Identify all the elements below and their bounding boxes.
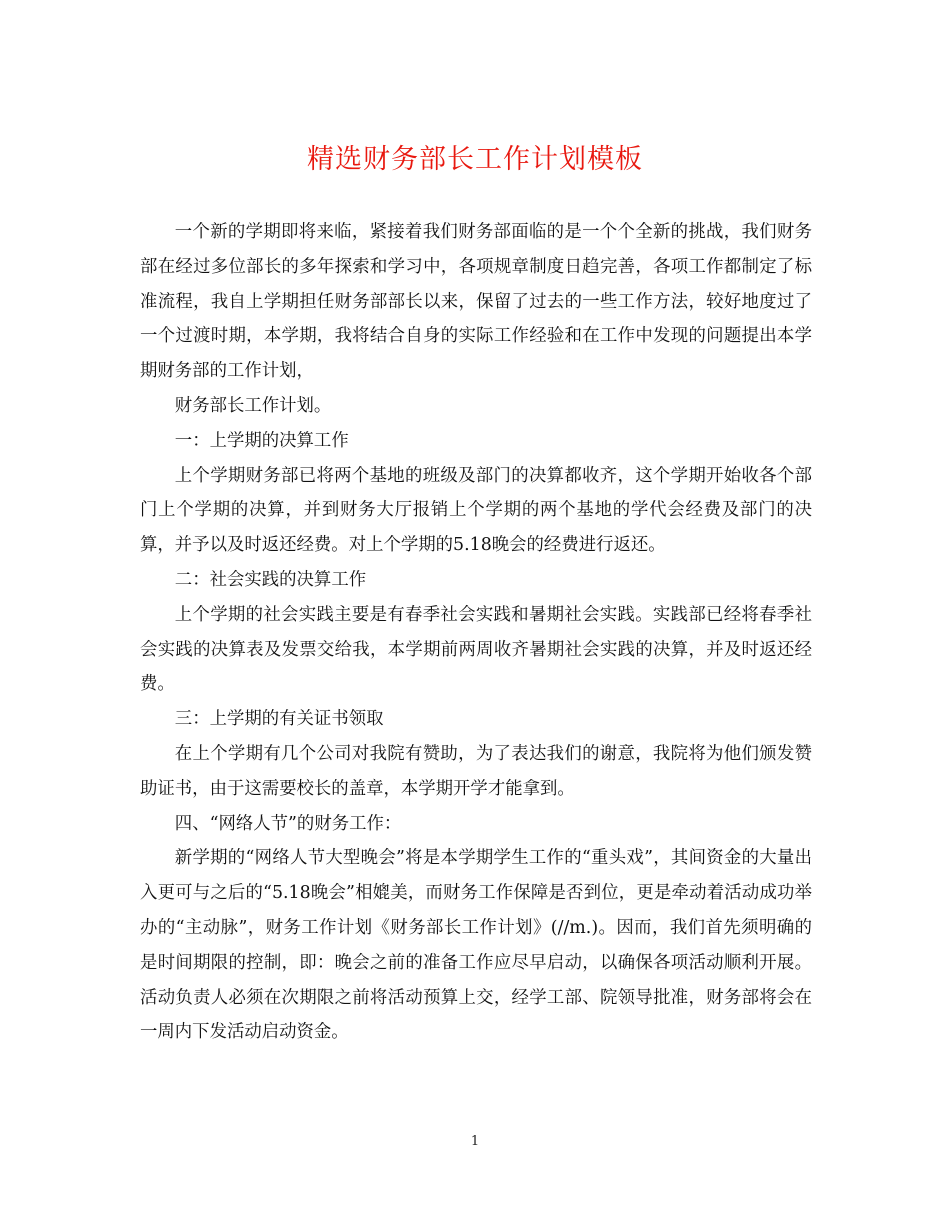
paragraph-plan-heading: 财务部长工作计划。 <box>174 395 332 416</box>
document-body <box>140 215 812 1050</box>
paragraph-section-2: 上个学期的社会实践主要是有春季社会实践和暑期社会实践。实践部已经将春季社会实践的决算表及发票交给我，本学期前两周收齐暑期社会实践的决算，并及时返还经费。 <box>140 604 812 695</box>
section-heading-1: 一：上学期的决算工作 <box>174 430 349 451</box>
paragraph-section-3: 在上个学期有几个公司对我院有赞助，为了表达我们的谢意，我院将为他们颁发赞助证书，由于这需要校长的盖章，本学期开学才能拿到。 <box>140 743 812 799</box>
page-number: 1 <box>470 1134 480 1149</box>
section-heading-3: 三：上学期的有关证书领取 <box>174 709 384 730</box>
paragraph-section-1: 上个学期财务部已将两个基地的班级及部门的决算都收齐，这个学期开始收各个部门上个学期的决算，并到财务大厅报销上个学期的两个基地的学代会经费及部门的决算，并予以及时返还经费。对上个学期的5.18晚会的经费进行返还。 <box>140 465 812 556</box>
section-heading-4: 四、“网络人节”的财务工作： <box>174 813 402 834</box>
document-title: 精选财务部长工作计划模板 <box>307 144 643 175</box>
paragraph-section-4: 新学期的“网络人节大型晚会”将是本学期学生工作的“重头戏”，其间资金的大量出入更可与之后的“5.18晚会”相媲美，而财务工作保障是否到位，更是牵动着活动成功举办的“主动脉”，财务工作计划《财务部长工作计划》(//m.)。因而，我们首先须明确的是时间期限的控制，即：晚会之前的准备工作应尽早启动，以确保各项活动顺利开展。活动负责人必须在次期限之前将活动预算上交，经学工部、院领导批准，财务部将会在一周内下发活动启动资金。 <box>140 848 812 1043</box>
paragraph-intro: 一个新的学期即将来临，紧接着我们财务部面临的是一个个全新的挑战，我们财务部在经过多位部长的多年探索和学习中，各项规章制度日趋完善，各项工作都制定了标准流程，我自上学期担任财务部部长以来，保留了过去的一些工作方法，较好地度过了一个过渡时期，本学期，我将结合自身的实际工作经验和在工作中发现的问题提出本学期财务部的工作计划， <box>140 222 812 382</box>
section-heading-2: 二：社会实践的决算工作 <box>174 569 367 590</box>
